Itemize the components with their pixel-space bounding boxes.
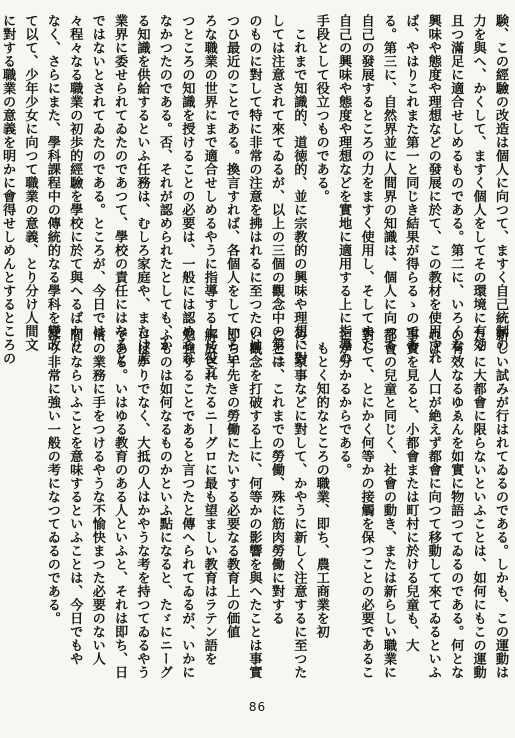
text-line: ふものは如何なるものかといふ點になると、たゞにニーグ bbox=[156, 328, 172, 679]
page-number: 86 bbox=[248, 700, 267, 714]
text-line: 興味や態度や理想などの發展に於て、この教材を使用すれ bbox=[425, 14, 441, 365]
text-line: め、家事などに對して、かやうに新しく注意するに至つた bbox=[291, 328, 307, 679]
text-line: しては注意されて來てゐるが、以上の三個の觀念中の第三 bbox=[268, 14, 284, 365]
text-line: つところの知識を授けることの必要は、一般には認められ bbox=[179, 14, 195, 365]
text-line: れば、人口が絶えず都會に向つて移動して來てゐるといふ bbox=[425, 328, 441, 679]
text-line: ロばかりでなく、大抵の人はかやうな考を持つてゐるやう bbox=[134, 328, 150, 679]
text-line: 力を與へ、かくして、ますく個人をしてその環境に有効 bbox=[470, 14, 486, 352]
lower-text-block bbox=[44, 328, 511, 679]
text-line: て以て、少年少女に向つて職業の意義、とり分け人間文 bbox=[22, 14, 38, 352]
text-line: い觀念を打破する上に、何等かの影響を與へたことは事實 bbox=[246, 328, 262, 679]
text-line: なかつたのである。否、それが認められたとしても、か bbox=[156, 14, 172, 352]
text-line: 解放されたるニーグロに最も望ましい教育はラテン語を bbox=[201, 328, 217, 666]
text-line: 新しい試みが行はれてゐるのである。しかも、この運動は bbox=[493, 328, 508, 679]
text-line: たゞに大都會に限らないといふことは、如何にもこの運動 bbox=[470, 328, 486, 679]
text-line: に對する職業の意義を明かに會得せしめんとするところの bbox=[0, 14, 16, 365]
text-line: 自己の發展するところの力をますく使用し、そしてまた bbox=[358, 14, 374, 352]
text-line: とが分かるからである。 bbox=[336, 328, 352, 477]
text-line: なく、さらにまた、學科課程中の傳統的なる學科を變改 bbox=[44, 14, 60, 352]
text-line: 且つ滿足に適合せしめるものである。第二に、いろくな bbox=[448, 14, 464, 352]
text-line: 對して、とにかく何等かの接觸を保つことの必要であるこ bbox=[358, 328, 374, 679]
text-line: 業界に委せられてゐたのであつて、學校の責任にはなると bbox=[112, 14, 128, 365]
text-line: ば、やはりこれまた第一と同じき結果が得らるゝのであ bbox=[403, 14, 419, 352]
text-line: これまで知識的、道徳的、並に宗教的の興味や理想に對 bbox=[291, 14, 307, 365]
text-line: 間にならいふことを意味するといふことは、今日でもや bbox=[67, 328, 83, 666]
text-line: 都會の兒童と同じく、社會の動き、または新らしい職業に bbox=[380, 328, 396, 679]
text-line: ろな職業の世界にまで適合せしめるやうに指導する上に役立 bbox=[201, 14, 217, 379]
text-line: 常の業務に手をつけるやうな不愉快まつた必要のない人 bbox=[89, 328, 105, 666]
text-line: である。いはゆる教育のある人といふと、それは即ち、日 bbox=[112, 328, 128, 679]
text-line: る知識を供給するといふ任務は、むしろ家庭や、または産 bbox=[134, 14, 150, 365]
text-line: 即ち手先きの勞働にたいする必要なる教育上の価値 bbox=[224, 328, 240, 639]
text-line: ことは、これまでの勞働、殊に筋肉勞働に對する bbox=[268, 328, 284, 625]
text-line: 勉強することであると言つたと傳へられてゐるが、いかに bbox=[179, 328, 195, 679]
text-line: 手段として役立つものである。 bbox=[313, 14, 329, 203]
text-line: ではないとされてゐたのである。ところが、今日では、 bbox=[89, 14, 105, 352]
text-line: 事實を見ると、小都會または町村に於ける兒童も、大 bbox=[403, 328, 419, 652]
text-line: 験、この經驗の改造は個人に向つて、ますく自己統制の bbox=[493, 14, 508, 352]
text-line: のものに對して特に非常の注意を拂はれるに至つたのは、 bbox=[246, 14, 262, 365]
upper-text-block bbox=[0, 14, 511, 379]
text-line: はり非常に強い一般の考になつてゐるのである。 bbox=[44, 328, 60, 625]
text-line: 自己の興味や態度や理想などを實地に適用する上に指導の bbox=[336, 14, 352, 365]
text-line: 々程々なる職業の初歩的經驗を學校に於て與へるばかり bbox=[67, 14, 83, 352]
text-line: の有效なるゆゑんを如實に物語つてゐるのである。何とな bbox=[448, 328, 464, 679]
text-line: もとく知的なところの職業、即ち、農工商業を初 bbox=[313, 328, 329, 639]
text-line: つひ最近のことである。換言すれば、各個人をしていろい bbox=[224, 14, 240, 365]
text-line: る。第三に、自然界並に人間界の知識は、個人に向つて、 bbox=[380, 14, 396, 365]
